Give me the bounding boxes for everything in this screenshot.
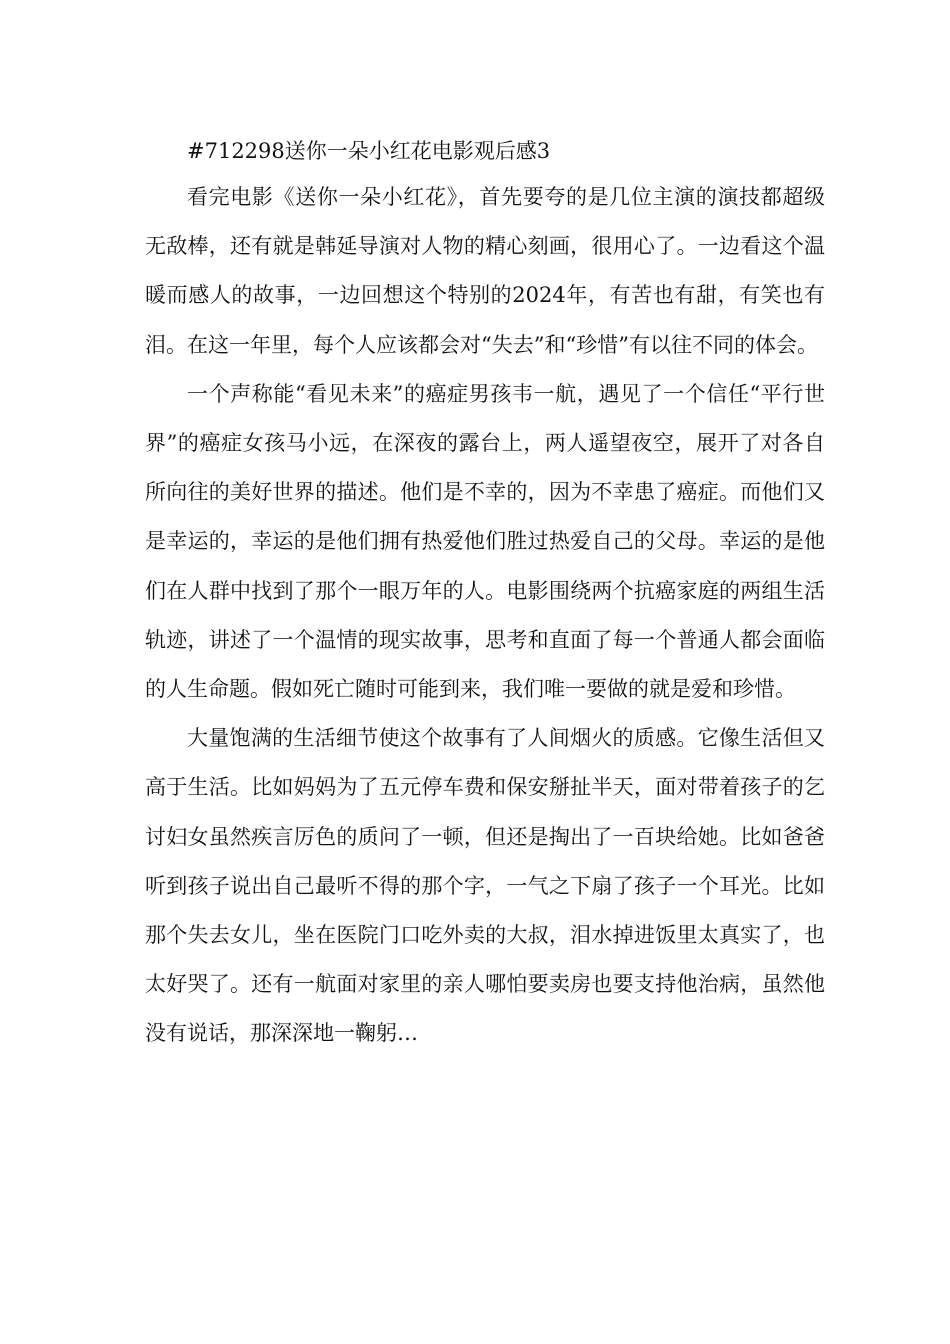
- paragraph-intro: 看完电影《送你一朵小红花》，首先要夸的是几位主演的演技都超级无敌棒，还有就是韩延导演对人物的精心刻画，很用心了。一边看这个温暖而感人的故事，一边回想这个特别的2024年，有苦也有甜，有笑也有泪。在这一年里，每个人应该都会对“失去”和“珍惜”有以往不同的体会。: [145, 185, 825, 357]
- document-body: [145, 132, 825, 1059]
- paragraph-details: 大量饱满的生活细节使这个故事有了人间烟火的质感。它像生活但又高于生活。比如妈妈为了五元停车费和保安掰扯半天，面对带着孩子的乞讨妇女虽然疾言厉色的质问了一顿，但还是掏出了一百块给她。比如爸爸听到孩子说出自己最听不得的那个字，一气之下扇了孩子一个耳光。比如那个失去女儿，坐在医院门口吃外卖的大叔，泪水掉进饭里太真实了，也太好哭了。还有一航面对家里的亲人哪怕要卖房也要支持他治病，虽然他没有说话，那深深地一鞠躬…: [145, 726, 825, 1046]
- paragraph-plot: 一个声称能“看见未来”的癌症男孩韦一航，遇见了一个信任“平行世界”的癌症女孩马小远，在深夜的露台上，两人遥望夜空，展开了对各自所向往的美好世界的描述。他们是不幸的，因为不幸患了癌症。而他们又是幸运的，幸运的是他们拥有热爱他们胜过热爱自己的父母。幸运的是他们在人群中找到了那个一眼万年的人。电影围绕两个抗癌家庭的两组生活轨迹，讲述了一个温情的现实故事，思考和直面了每一个普通人都会面临的人生命题。假如死亡随时可能到来，我们唯一要做的就是爱和珍惜。: [145, 381, 825, 702]
- document-title: #712298送你一朵小红花电影观后感3: [187, 139, 551, 163]
